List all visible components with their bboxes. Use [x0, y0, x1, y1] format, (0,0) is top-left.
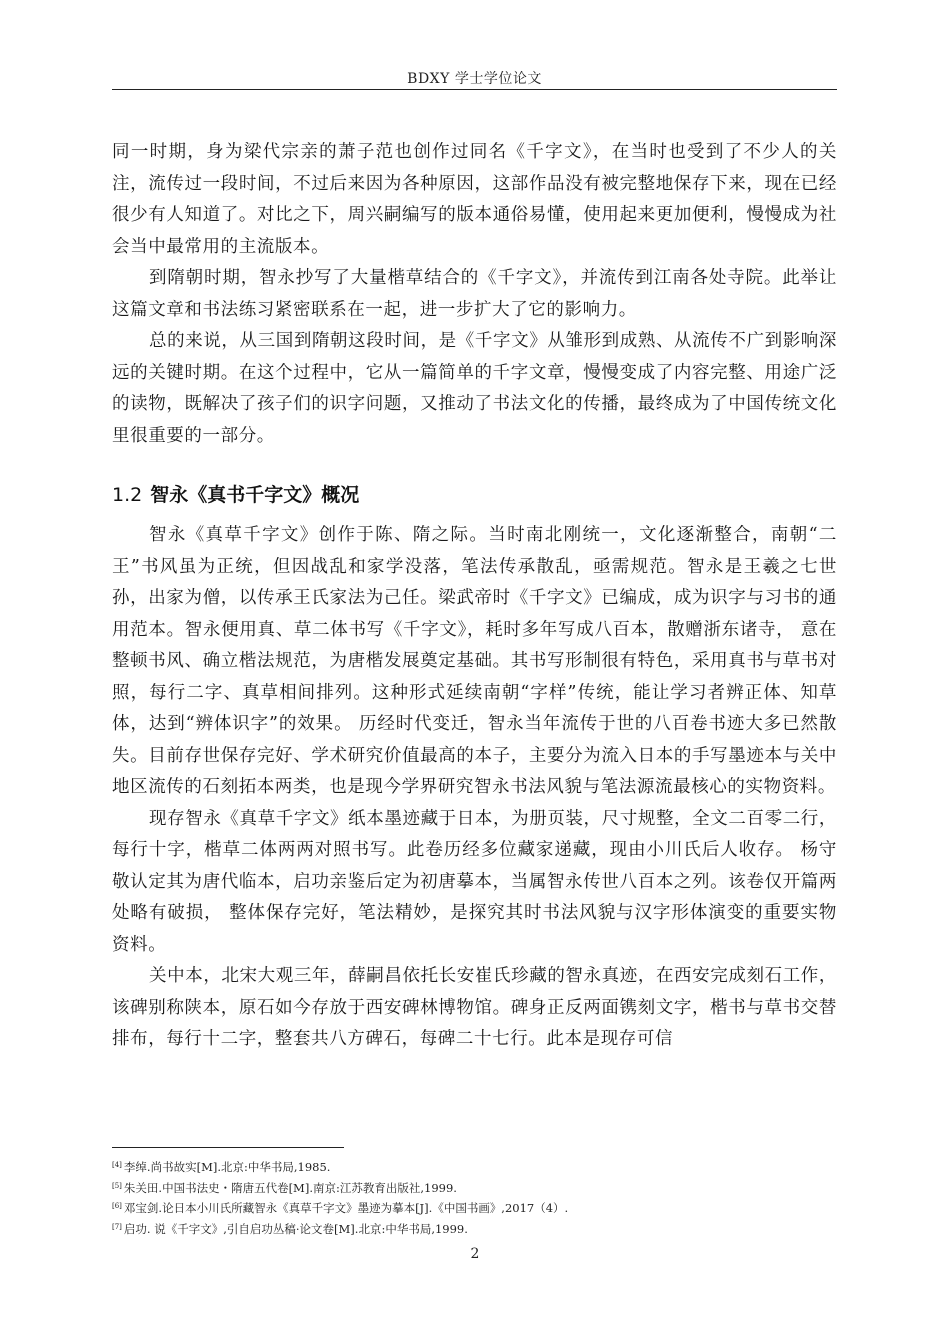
footnote-text: 李绰.尚书故实[M].北京:中华书局,1985. — [123, 1160, 331, 1174]
footnote-mark: [4] — [112, 1161, 122, 1169]
paragraph: 同一时期，身为梁代宗亲的萧子范也创作过同名《千字文》，在当时也受到了不少人的关注，流传过一段时间，不过后来因为各种原因，这部作品没有被完整地保存下来，现在已经很少有人知道了。对比之下，周兴嗣编写的版本通俗易懂，使用起来更加便利，慢慢成为社会当中最常用的主流版本。 — [112, 142, 837, 257]
footnote — [112, 1197, 837, 1218]
footnote-mark: [5] — [112, 1181, 122, 1190]
paragraph: 关中本，北宋大观三年，薛嗣昌依托长安崔氏珍藏的智永真迹，在西安完成刻石工作，该碑别称陕本，原石如今存放于西安碑林博物馆。碑身正反两面镌刻文字，楷书与草书交替排布，每行十二字，整套共八方碑石，每碑二十七行。此本是现存可信 — [112, 966, 837, 1049]
footnote — [112, 1218, 837, 1239]
page-number: 2 — [470, 1246, 480, 1262]
footnote-rule — [112, 1147, 344, 1148]
footnotes — [112, 1156, 837, 1238]
footnote — [112, 1177, 837, 1198]
footnote — [112, 1156, 837, 1177]
paragraph: 总的来说，从三国到隋朝这段时间，是《千字文》从雏形到成熟、从流传不广到影响深远的关键时期。在这个过程中，它从一篇简单的千字文章，慢慢变成了内容完整、用途广泛的读物，既解决了孩子们的识字问题，又推动了书法文化的传播，最终成为了中国传统文化里很重要的一部分。 — [112, 331, 837, 446]
footnote-mark: [7] — [112, 1222, 122, 1231]
section-number: 1.2 — [112, 484, 143, 506]
body-text — [112, 137, 837, 1056]
footnote-text: 朱关田.中国书法史・隋唐五代卷[M].南京:江苏教育出版社,1999. — [123, 1180, 457, 1195]
paragraph: 现存智永《真草千字文》纸本墨迹藏于日本，为册页装，尺寸规整，全文二百零二行，每行十字，楷草二体两两对照书写。此卷历经多位藏家递藏，现由小川氏后人收存。 杨守敬认定其为唐代临本，启功亲鉴后定为初唐摹本，当属智永传世八百本之列。该卷仅开篇两处略有破损， 整体保存完好，笔法精妙，是探究其时书法风貌与汉字形体演变的重要实物资料。 — [112, 808, 837, 955]
footnote-mark: [6] — [112, 1202, 122, 1210]
header-rule — [112, 89, 837, 90]
section-title: 智永《真书千字文》概况 — [150, 484, 360, 506]
paragraph: 智永《真草千字文》创作于陈、隋之际。当时南北刚统一，文化逐渐整合，南朝“二王”书风虽为正统，但因战乱和家学没落，笔法传承散乱，亟需规范。智永是王羲之七世孙，出家为僧，以传承王氏家法为己任。梁武帝时《千字文》已编成，成为识字与习书的通用范本。智永便用真、草二体书写《千字文》，耗时多年写成八百本，散赠浙东诸寺， 意在整顿书风、确立楷法规范，为唐楷发展奠定基础。其书写形制很有特色，采用真书与草书对照，每行二字、真草相间排列。这种形式延续南朝“字样”传统，能让学习者辨正体、知草体，达到“辨体识字”的效果。 历经时代变迁，智永当年流传于世的八百卷书迹大多已然散失。目前存世保存完好、学术研究价值最高的本子，主要分为流入日本的手写墨迹本与关中地区流传的石刻拓本两类，也是现今学界研究智永书法风貌与笔法源流最核心的实物资料。 — [112, 525, 837, 797]
footnote-text: 邓宝剑.论日本小川氏所藏智永《真草千字文》墨迹为摹本[J].《中国书画》,2017（4）. — [123, 1201, 569, 1215]
footnote-text: 启功. 说《千字文》,引自启功丛稿·论文卷[M].北京:中华书局,1999. — [123, 1221, 468, 1236]
section-heading — [112, 480, 837, 510]
running-header: BDXY 学士学位论文 — [407, 71, 542, 87]
paragraph: 到隋朝时期，智永抄写了大量楷草结合的《千字文》，并流传到江南各处寺院。此举让这篇文章和书法练习紧密联系在一起，进一步扩大了它的影响力。 — [112, 268, 837, 320]
